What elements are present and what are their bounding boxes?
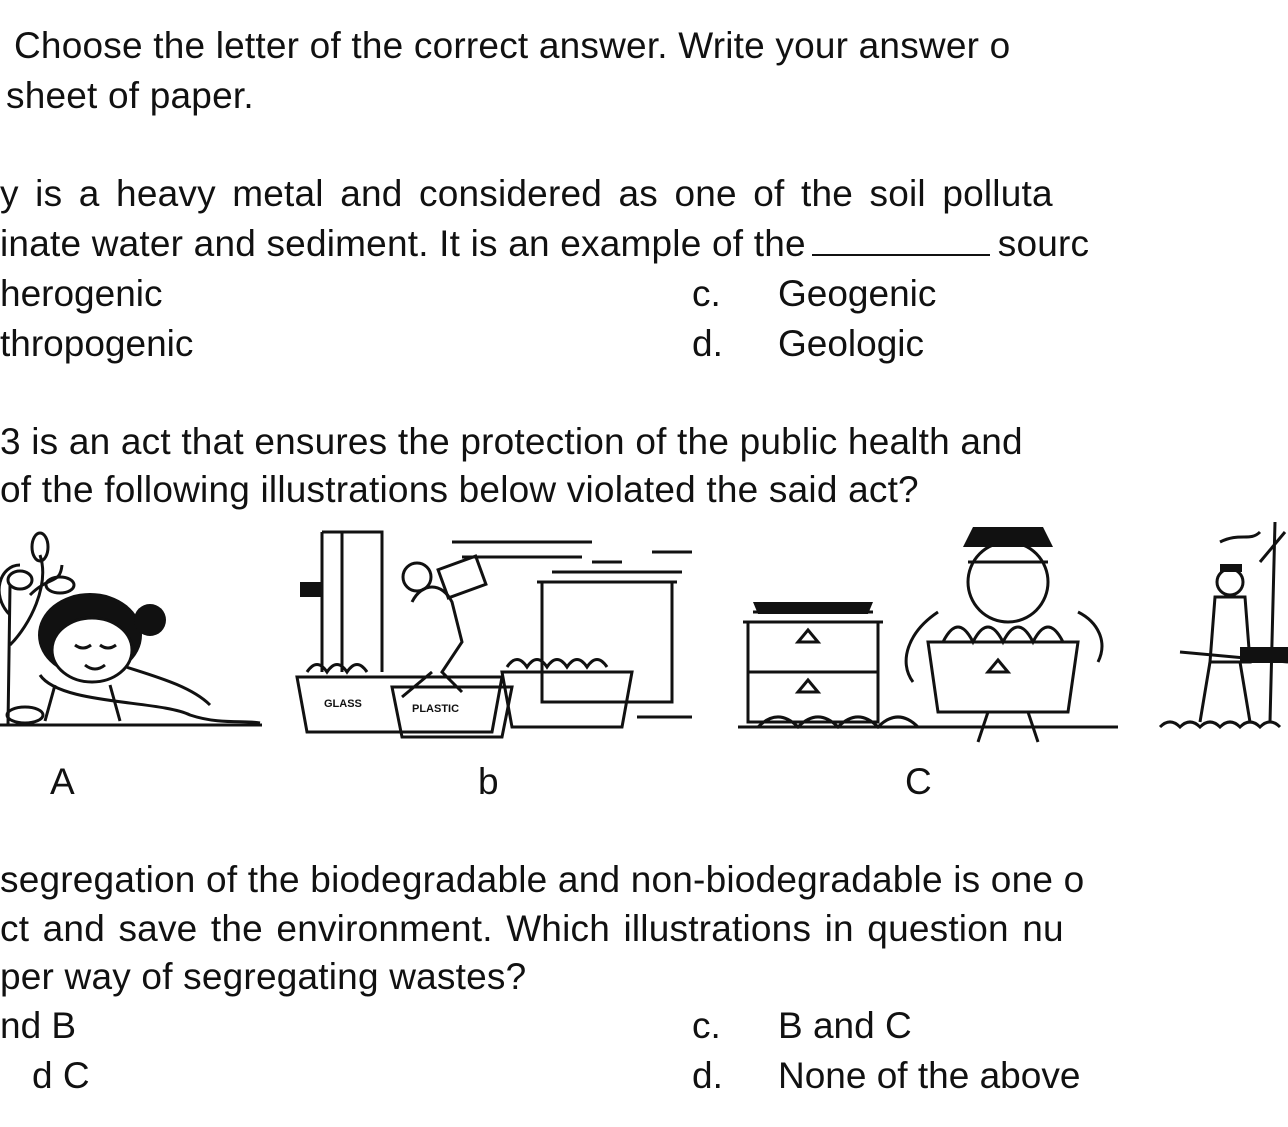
q1-option-c: Geogenic bbox=[778, 273, 937, 314]
q1-stem-line-1: y is a heavy metal and considered as one of the soil polluta bbox=[0, 173, 1053, 214]
plastic-bin-label: PLASTIC bbox=[412, 703, 460, 715]
glass-bin-label: GLASS bbox=[324, 698, 362, 710]
q3-stem-line-1: segregation of the biodegradable and non-biodegradable is one o bbox=[0, 859, 1085, 900]
instructions-line-2: sheet of paper. bbox=[6, 75, 254, 116]
illustration-c bbox=[738, 522, 1118, 752]
illustration-b bbox=[292, 522, 697, 747]
answer-blank bbox=[812, 224, 990, 256]
q3-option-c-letter: c. bbox=[692, 1005, 721, 1046]
q3-stem-line-2: ct and save the environment. Which illustrations in question nu bbox=[0, 908, 1064, 949]
q1-option-d: Geologic bbox=[778, 323, 925, 364]
illustration-d bbox=[1140, 522, 1288, 747]
q3-option-a: nd B bbox=[0, 1005, 77, 1046]
q3-option-b: d C bbox=[32, 1055, 90, 1096]
instructions-line-1: Choose the letter of the correct answer. Write your answer o bbox=[14, 25, 1011, 66]
q2-stem-line-2: of the following illustrations below violated the said act? bbox=[0, 469, 919, 510]
q1-stem-line-2-text: inate water and sediment. It is an example of the bbox=[0, 223, 806, 264]
q1-stem-line-2 bbox=[0, 222, 1089, 266]
illustration-a bbox=[0, 525, 270, 750]
woman-recycling-drawing bbox=[738, 522, 1118, 752]
q1-option-d-letter: d. bbox=[692, 323, 723, 364]
q3-stem-line-3: per way of segregating wastes? bbox=[0, 956, 527, 997]
q1-stem-line-2-end: sourc bbox=[997, 223, 1090, 264]
q1-option-a: herogenic bbox=[0, 273, 163, 314]
q3-option-d: None of the above bbox=[778, 1055, 1081, 1096]
q1-option-b: thropogenic bbox=[0, 323, 194, 364]
q1-option-c-letter: c. bbox=[692, 273, 721, 314]
man-cutting-tree-drawing bbox=[1140, 522, 1288, 747]
girl-crawling-drawing bbox=[0, 525, 270, 750]
q2-stem-line-1: 3 is an act that ensures the protection of the public health and bbox=[0, 421, 1023, 462]
illustration-c-label: C bbox=[905, 761, 932, 802]
man-at-bins-drawing bbox=[292, 522, 697, 747]
q3-option-c: B and C bbox=[778, 1005, 912, 1046]
illustration-a-label: A bbox=[50, 761, 75, 802]
illustration-b-label: b bbox=[478, 761, 499, 802]
q3-option-d-letter: d. bbox=[692, 1055, 723, 1096]
